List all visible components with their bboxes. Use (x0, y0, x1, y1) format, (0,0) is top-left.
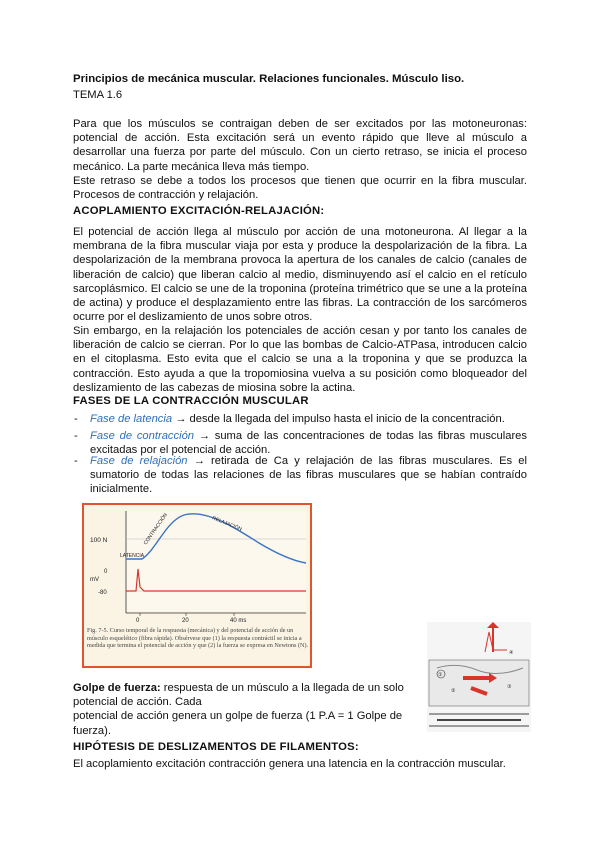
section-heading-fases: FASES DE LA CONTRACCIÓN MUSCULAR (73, 395, 309, 407)
arrow: → (193, 455, 205, 467)
term-golpe-de-fuerza: Golpe de fuerza: (73, 682, 161, 694)
ap-arrow-head (487, 622, 499, 628)
term-fase-relajacion: Fase de relajación (90, 455, 188, 467)
golpe-text-2: potencial de acción genera un golpe de fuerza (1 P.A = 1 Golpe de fuerza). (73, 710, 403, 737)
label-latencia: LATENCIA (120, 553, 145, 559)
y-label-mv: mV (90, 577, 99, 583)
list-dash: - (74, 455, 78, 467)
hipotesis-paragraph: El acoplamiento excitación contracción genera una latencia en la contracción muscular. (73, 758, 506, 770)
fiber-cross-section (429, 660, 529, 706)
list-dash: - (74, 413, 78, 425)
arrow: → (198, 430, 210, 442)
step-label-4: ④ (509, 650, 514, 656)
acoplamiento-paragraph-1: El potencial de acción llega al músculo por acción de una motoneurona. Al llegar a la membrana de la fibra muscular viaja por esta y produce la despolarización de la fibra. La despolarización de la membrana provoca la apertura de los canales de calcio (canales de liberación de calcio) que liberan calcio al medio, disminuyendo así el calcio en el retículo sarcoplásmico. El calcio se une de la troponina (proteína trimétrico que se une a la proteína de actina) y produce el desplazamiento entre las fibras. La contracción de los sarcómeros ocurre por el deslizamiento de unos sobre otros. (73, 226, 527, 324)
figure-caption: Fig. 7-5. Curso temporal de la respuesta (mecánica) y del potencial de acción de un músculo esquelético (fibra rápida). Obsérvese que (1) la respuesta contráctil se inicia a medida que termina el potencial de acción y que (2) la fuerza se expresa en Newtons (N). (87, 627, 309, 650)
list-item-latencia (74, 412, 527, 426)
intro-paragraph-1: Para que los músculos se contraigan deben de ser excitados por las motoneuronas: potencial de acción. Esta excitación será un evento rápido que lleve al músculo a desarrollar una fuerza por parte del músculo. Con un cierto retraso, se inicia el proceso mecánico. La parte mecánica lleva más tiempo. (73, 118, 527, 173)
y-tick-0: 0 (104, 569, 108, 575)
acoplamiento-paragraph-2: Sin embargo, en la relajación los potenciales de acción cesan y por tanto los canales de liberación de calcio se cierran. Por lo que las bombas de Calcio-ATPasa, introducen calcio en el citoplasma. Esto evita que el calcio se una a la troponina y que se produzca la contracción. Esto ayuda a que la tropomiosina vuelva a su posición como bloqueador del deslizamiento de las cabezas de miosina sobre la actina. (73, 325, 527, 394)
step-label-3: ③ (507, 684, 512, 690)
figure-muscle-twitch (82, 503, 312, 668)
step-label-1: ① (438, 672, 443, 678)
intro-paragraph-2: Este retraso se debe a todos los procesos que tienen que ocurrir en la fibra muscular. Procesos de contracción y relajación. (73, 175, 527, 202)
x-tick-40: 40 ms (230, 618, 247, 624)
list-dash: - (74, 430, 78, 442)
topic-number: TEMA 1.6 (73, 89, 123, 101)
x-tick-0: 0 (136, 618, 140, 624)
definition-text: desde la llegada del impulso hasta el inicio de la concentración. (186, 413, 505, 425)
label-relajacion: RELAJACIÓN (211, 515, 243, 533)
section-heading-acoplamiento: ACOPLAMIENTO EXCITACIÓN-RELAJACIÓN: (73, 205, 325, 217)
y-tick-minus-80: -80 (98, 590, 107, 596)
x-tick-20: 20 (182, 618, 189, 624)
arrow: → (175, 413, 187, 425)
plot-area (126, 511, 306, 611)
list-item-relajacion (74, 454, 528, 497)
ap-trace (485, 632, 507, 652)
y-label-force: 100 N (90, 537, 108, 544)
step-label-2: ② (451, 688, 456, 694)
definition-text: retirada de Ca y relajación de las fibras musculares. Es el sumatorio de todas las relaciones de las fibras musculares que se habían contraído inicialmente. (90, 455, 528, 496)
label-contraccion: CONTRACCIÓN (142, 512, 169, 547)
figure-calcium-release-diagram (427, 622, 531, 732)
section-heading-hipotesis: HIPÓTESIS DE DESLIZAMENTOS DE FILAMENTOS: (73, 741, 359, 753)
golpe-de-fuerza-paragraph (73, 681, 417, 738)
term-fase-contraccion: Fase de contracción (90, 430, 195, 442)
golpe-text: respuesta de un músculo a la llegada de un solo potencial de acción. Cada (73, 682, 404, 709)
twitch-graph (84, 505, 310, 625)
sarcomere-diagram (427, 622, 531, 732)
document-title: Principios de mecánica muscular. Relaciones funcionales. Músculo liso. (73, 73, 465, 85)
term-fase-latencia: Fase de latencia (90, 413, 173, 425)
definition-text: suma de las concentraciones de todas las fibras musculares excitadas por el potencial de acción. (90, 430, 528, 457)
